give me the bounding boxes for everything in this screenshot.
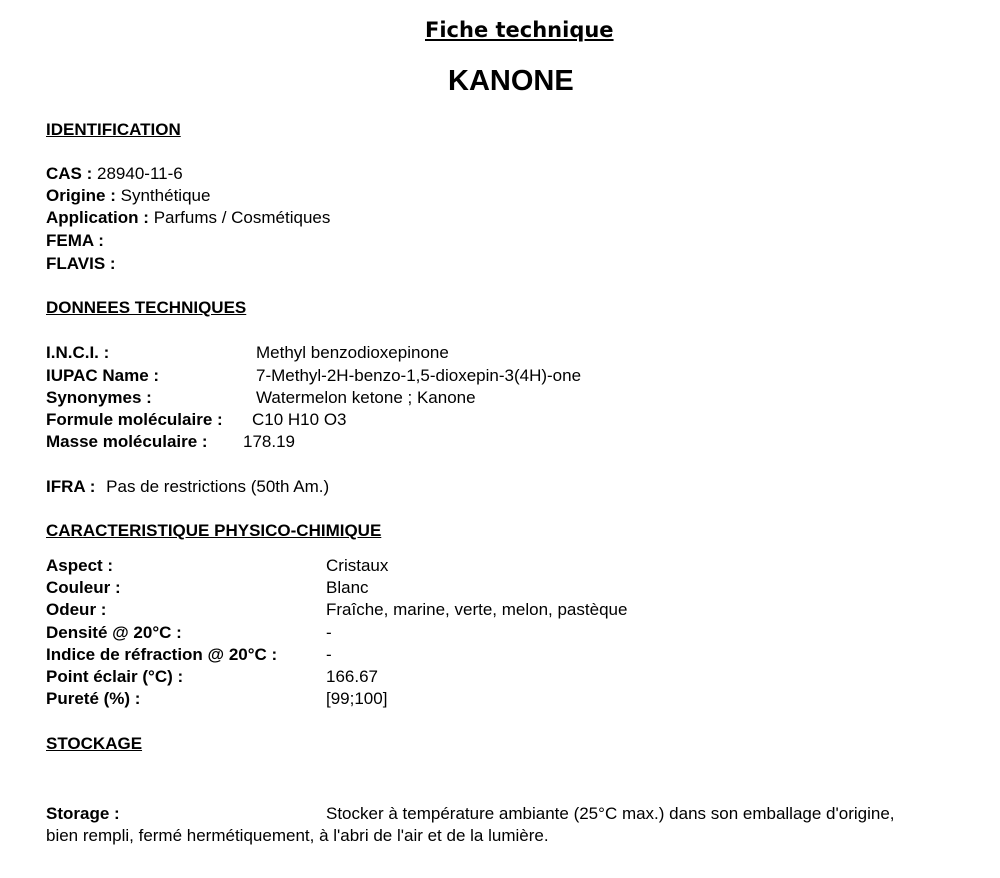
field-cas-value: 28940-11-6 (97, 164, 183, 183)
field-ifra-label: IFRA : (46, 477, 96, 496)
physico-label-odeur: Odeur : (46, 600, 107, 619)
tech-value-synonymes: Watermelon ketone ; Kanone (256, 388, 476, 407)
physico-label-purete: Pureté (%) : (46, 689, 141, 708)
stockage-text-line2: bien rempli, fermé hermétiquement, à l'abri de l'air et de la lumière. (46, 826, 549, 845)
physico-label-aspect: Aspect : (46, 556, 114, 575)
field-application (46, 207, 330, 229)
tech-value-inci: Methyl benzodioxepinone (256, 343, 449, 362)
physico-value-couleur: Blanc (326, 578, 369, 597)
tech-label-masse: Masse moléculaire : (46, 432, 208, 451)
tech-label-inci: I.N.C.I. : (46, 343, 110, 362)
stockage-text-line1: Stocker à température ambiante (25°C max.) dans son emballage d'origine, (326, 804, 895, 823)
field-flavis (46, 253, 116, 275)
doc-kicker: Fiche technique (425, 18, 614, 42)
tech-value-iupac: 7-Methyl-2H-benzo-1,5-dioxepin-3(4H)-one (256, 366, 582, 385)
physico-label-densite: Densité @ 20°C : (46, 623, 182, 642)
page-title: KANONE (448, 65, 574, 97)
field-origine-label: Origine : (46, 186, 116, 205)
physico-label-eclair: Point éclair (°C) : (46, 667, 184, 686)
physico-value-densite: - (326, 623, 332, 642)
tech-label-formule: Formule moléculaire : (46, 410, 223, 429)
field-cas (46, 163, 183, 185)
field-application-value: Parfums / Cosmétiques (153, 208, 331, 227)
stockage-label: Storage : (46, 804, 120, 823)
physico-value-odeur: Fraîche, marine, verte, melon, pastèque (326, 600, 628, 619)
field-origine-value: Synthétique (120, 186, 211, 205)
field-fema (46, 230, 104, 252)
physico-label-couleur: Couleur : (46, 578, 121, 597)
field-application-label: Application : (46, 208, 149, 227)
tech-label-iupac: IUPAC Name : (46, 366, 160, 385)
field-cas-label: CAS : (46, 164, 93, 183)
physico-value-refraction: - (326, 645, 332, 664)
section-physico-heading: CARACTERISTIQUE PHYSICO-CHIMIQUE (46, 521, 382, 540)
field-flavis-label: FLAVIS : (46, 254, 116, 273)
field-origine (46, 185, 210, 207)
physico-label-refraction: Indice de réfraction @ 20°C : (46, 645, 278, 664)
physico-value-eclair: 166.67 (326, 667, 378, 686)
field-ifra (46, 476, 329, 498)
physico-value-aspect: Cristaux (326, 556, 389, 575)
field-fema-label: FEMA : (46, 231, 104, 250)
field-ifra-value: Pas de restrictions (50th Am.) (106, 477, 330, 496)
section-identification-heading: IDENTIFICATION (46, 120, 181, 139)
section-stockage-heading: STOCKAGE (46, 734, 143, 753)
section-technical-heading: DONNEES TECHNIQUES (46, 298, 247, 317)
tech-value-formule: C10 H10 O3 (252, 410, 347, 429)
physico-value-purete: [99;100] (326, 689, 388, 708)
tech-label-synonymes: Synonymes : (46, 388, 152, 407)
tech-value-masse: 178.19 (243, 432, 295, 451)
